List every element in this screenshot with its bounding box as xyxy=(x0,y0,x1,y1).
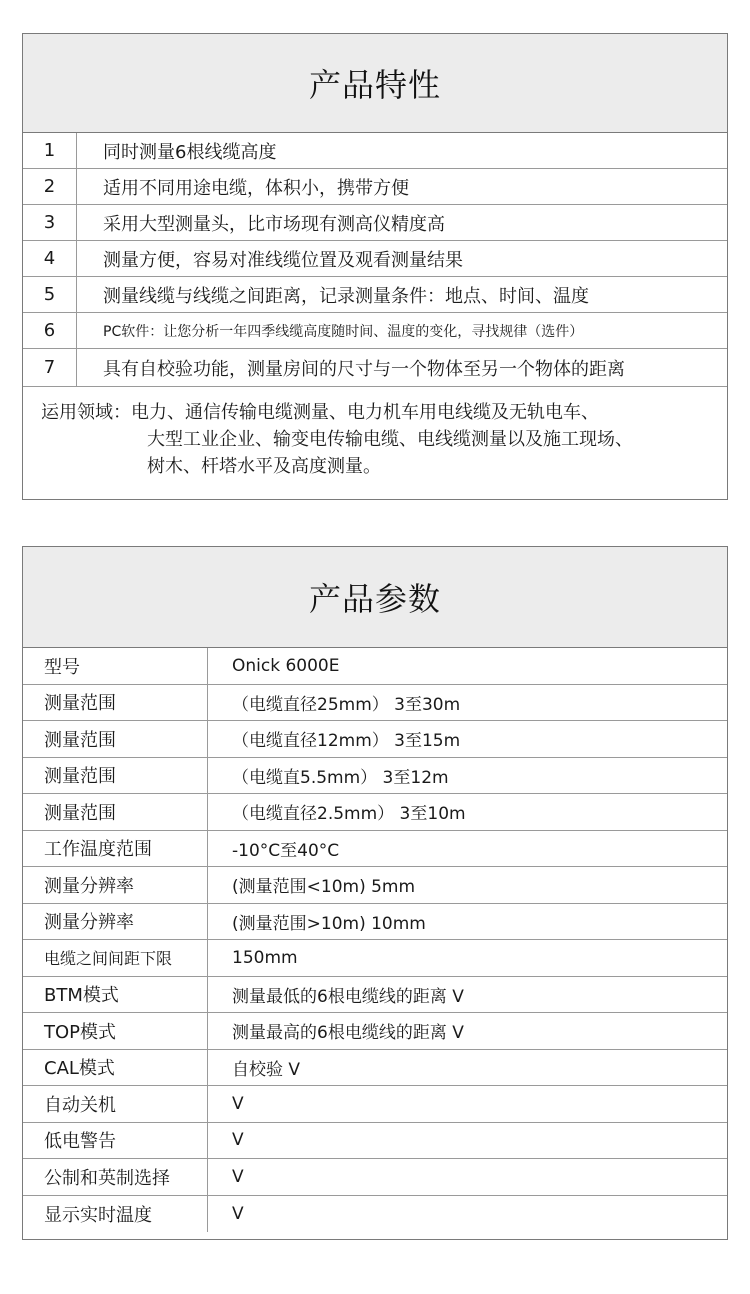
param-value: (测量范围<10m) 5mm xyxy=(232,877,416,898)
param-name: 自动关机 xyxy=(23,1086,208,1122)
feature-number: 7 xyxy=(23,349,77,386)
feature-number: 2 xyxy=(23,169,77,204)
param-name: 测量范围 xyxy=(23,685,208,721)
param-value: 测量最高的6根电缆线的距离 V xyxy=(232,1023,464,1044)
param-value: （电缆直径2.5mm） 3至10m xyxy=(232,804,466,825)
feature-text: 测量方便，容易对准线缆位置及观看测量结果 xyxy=(103,249,463,271)
feature-text: 具有自校验功能，测量房间的尺寸与一个物体至另一个物体的距离 xyxy=(103,358,625,380)
params-header xyxy=(23,547,727,648)
feature-text: 适用不同用途电缆，体积小，携带方便 xyxy=(103,177,409,199)
param-row xyxy=(23,1159,727,1196)
param-value: V xyxy=(232,1093,244,1114)
features-table xyxy=(22,33,728,500)
param-row xyxy=(23,1086,727,1123)
feature-row xyxy=(23,241,727,277)
param-row xyxy=(23,940,727,977)
feature-row xyxy=(23,349,727,387)
feature-number: 5 xyxy=(23,277,77,312)
param-value: 150mm xyxy=(232,947,298,968)
param-name: 测量范围 xyxy=(23,794,208,830)
feature-row xyxy=(23,169,727,205)
param-row xyxy=(23,1196,727,1233)
param-row xyxy=(23,794,727,831)
feature-row xyxy=(23,133,727,169)
param-row xyxy=(23,977,727,1014)
param-value: V xyxy=(232,1130,244,1151)
applications-line: 大型工业企业、输变电传输电缆、电线缆测量以及施工现场、 xyxy=(147,429,633,450)
feature-row xyxy=(23,277,727,313)
param-name: 电缆之间间距下限 xyxy=(23,940,208,976)
applications-line: 树木、杆塔水平及高度测量。 xyxy=(147,456,381,477)
param-value: （电缆直径12mm） 3至15m xyxy=(232,731,461,752)
param-value: （电缆直径25mm） 3至30m xyxy=(232,694,461,715)
features-title: 产品特性 xyxy=(308,66,441,104)
param-row xyxy=(23,904,727,941)
param-name: BTM模式 xyxy=(23,977,208,1013)
param-value: Onick 6000E xyxy=(232,655,340,676)
applications-line: 运用领域：电力、通信传输电缆测量、电力机车用电线缆及无轨电车、 xyxy=(41,402,599,423)
param-row xyxy=(23,1050,727,1087)
feature-number: 3 xyxy=(23,205,77,240)
param-row xyxy=(23,1123,727,1160)
param-row xyxy=(23,721,727,758)
param-value: -10°C至40°C xyxy=(232,840,340,861)
param-name: 测量范围 xyxy=(23,758,208,794)
feature-row xyxy=(23,313,727,349)
param-name: 测量分辨率 xyxy=(23,867,208,903)
features-header xyxy=(23,34,727,133)
param-row xyxy=(23,867,727,904)
param-name: 低电警告 xyxy=(23,1123,208,1159)
applications-text xyxy=(23,387,727,480)
param-name: CAL模式 xyxy=(23,1050,208,1086)
param-row xyxy=(23,685,727,722)
param-name: 公制和英制选择 xyxy=(23,1159,208,1195)
param-name: 工作温度范围 xyxy=(23,831,208,867)
param-value: 自校验 V xyxy=(232,1059,301,1080)
params-table xyxy=(22,546,728,1240)
param-value: V xyxy=(232,1166,244,1187)
feature-number: 6 xyxy=(23,313,77,348)
param-name: 测量分辨率 xyxy=(23,904,208,940)
param-value: 测量最低的6根电缆线的距离 V xyxy=(232,986,464,1007)
param-value: V xyxy=(232,1203,244,1224)
params-list xyxy=(23,648,727,1232)
feature-number: 4 xyxy=(23,241,77,276)
param-name: TOP模式 xyxy=(23,1013,208,1049)
feature-text: PC软件：让您分析一年四季线缆高度随时间、温度的变化，寻找规律（选件） xyxy=(103,323,584,340)
features-list xyxy=(23,133,727,387)
param-row xyxy=(23,1013,727,1050)
feature-text: 同时测量6根线缆高度 xyxy=(103,141,277,163)
feature-row xyxy=(23,205,727,241)
param-name: 型号 xyxy=(23,648,208,684)
param-name: 显示实时温度 xyxy=(23,1196,208,1233)
param-row xyxy=(23,758,727,795)
feature-text: 测量线缆与线缆之间距离，记录测量条件：地点、时间、温度 xyxy=(103,285,589,307)
param-name: 测量范围 xyxy=(23,721,208,757)
params-title: 产品参数 xyxy=(308,580,441,618)
param-row xyxy=(23,648,727,685)
param-value: （电缆直5.5mm） 3至12m xyxy=(232,767,449,788)
param-value: (测量范围>10m) 10mm xyxy=(232,913,426,934)
feature-text: 采用大型测量头，比市场现有测高仪精度高 xyxy=(103,213,445,235)
param-row xyxy=(23,831,727,868)
feature-number: 1 xyxy=(23,133,77,168)
